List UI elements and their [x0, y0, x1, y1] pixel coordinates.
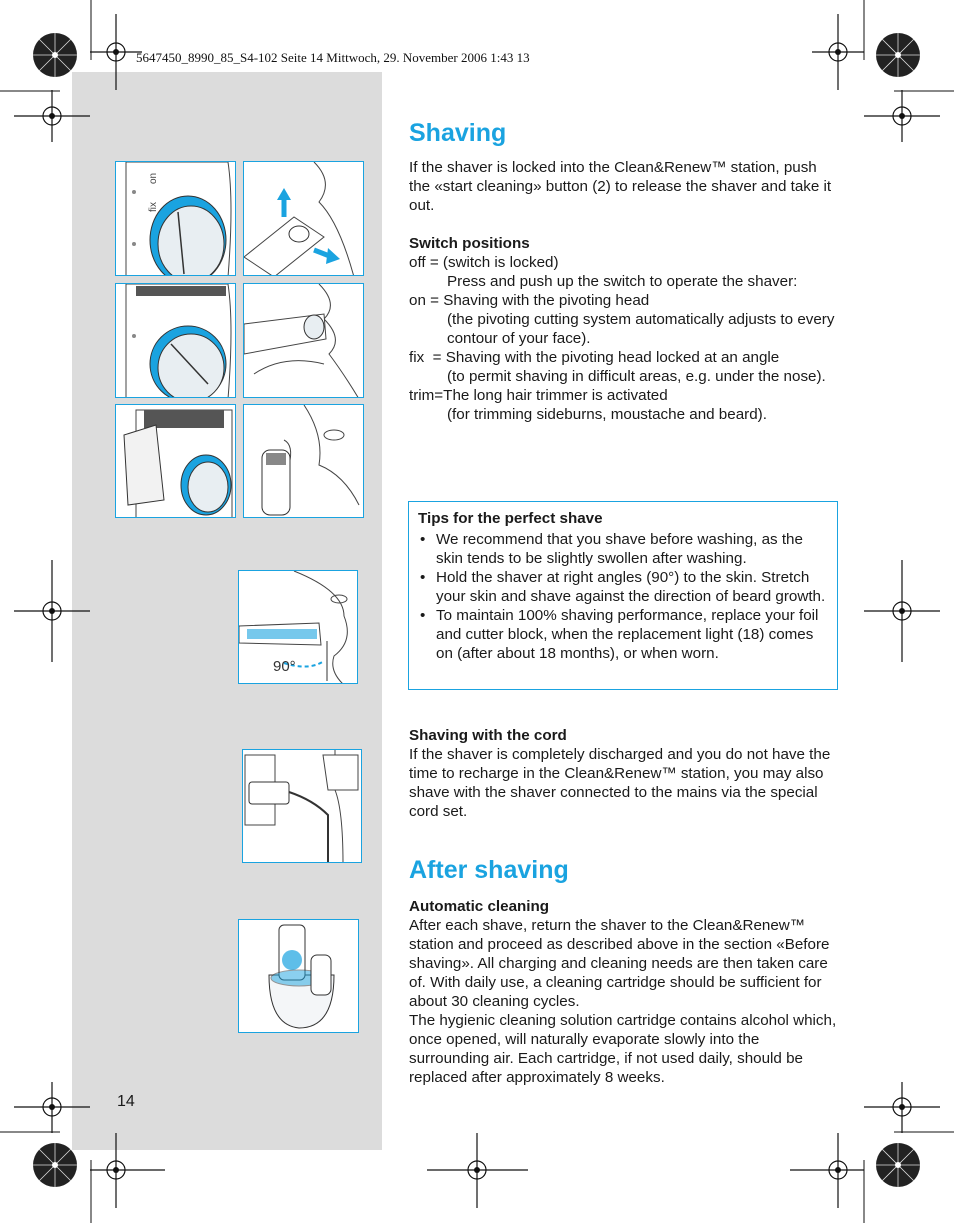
figure-release-shaver: [243, 161, 364, 276]
switch-label-fix: fix: [148, 202, 159, 212]
switch-on-detail: (the pivoting cutting system automatically adjusts to every contour of your face).: [447, 311, 835, 347]
list-item: • To maintain 100% shaving performance, replace your foil and cutter block, when the replacement light (18) comes on (after about 18 months), or when worn.: [418, 606, 828, 663]
after-text-2: The hygienic cleaning solution cartridge contains alcohol which, once opened, will naturally evaporate slowly into the surrounding air. Each cartridge, if not used daily, should be replaced after approximately 8 weeks.: [409, 1012, 837, 1086]
switch-fix-row: fix = Shaving with the pivoting head locked at an angle: [409, 349, 780, 366]
after-shaving-section: [409, 855, 841, 1087]
switch-fix-detail: (to permit shaving in difficult areas, e.g. under the nose).: [447, 368, 826, 385]
switch-on-row: on = Shaving with the pivoting head: [409, 292, 650, 309]
tips-list: [418, 530, 828, 663]
figure-right-angle: [238, 570, 358, 684]
switch-trim-detail: (for trimming sideburns, moustache and beard).: [447, 406, 767, 423]
cord-section: [409, 726, 841, 821]
list-item: • Hold the shaver at right angles (90°) to the skin. Stretch your skin and shave against the direction of beard growth.: [418, 568, 828, 606]
section-title-after-shaving: After shaving: [409, 856, 569, 884]
figure-cord: [242, 749, 362, 863]
section-title-shaving: Shaving: [409, 119, 507, 147]
switch-label-on: on: [148, 172, 159, 184]
figure-trim-sideburns: [243, 404, 364, 518]
page-number: 14: [117, 1093, 135, 1110]
list-item: • We recommend that you shave before washing, as the skin tends to be slightly swollen after washing.: [418, 530, 828, 568]
angle-label: 90°: [273, 658, 296, 675]
tips-box: [408, 501, 838, 690]
switch-off-row: off = (switch is locked): [409, 254, 559, 271]
automatic-cleaning-heading: Automatic cleaning: [409, 898, 550, 915]
after-text-1: After each shave, return the shaver to the Clean&Renew™ station and proceed as described above in the section «Before shaving». All charging and cleaning needs are then taken care of. With daily use, a cleaning cartridge should be sufficient for about 30 cleaning cycles.: [409, 917, 830, 1010]
cord-text: If the shaver is completely discharged and you do not have the time to recharge in the Clean&Renew™ station, you may also shave with the shaver connected to the mains via the special cord set.: [409, 746, 831, 820]
switch-positions-heading: Switch positions: [409, 235, 530, 252]
figure-shave-face: [243, 283, 364, 398]
shaving-intro: If the shaver is locked into the Clean&Renew™ station, push the «start cleaning» button (2) to release the shaver and take it out.: [409, 159, 832, 214]
switch-trim-row: trim= The long hair trimmer is activated: [409, 387, 668, 404]
figure-clean-renew-station: [238, 919, 359, 1033]
shaving-section: [409, 118, 841, 424]
figure-switch-fix: [115, 283, 236, 398]
figure-trimmer-switch: [115, 404, 236, 518]
figure-switch-on: [115, 161, 236, 276]
print-header: 5647450_8990_85_S4-102 Seite 14 Mittwoch, 29. November 2006 1:43 13: [136, 50, 530, 65]
cord-heading: Shaving with the cord: [409, 727, 567, 744]
switch-off-detail: Press and push up the switch to operate the shaver:: [447, 273, 798, 290]
tips-title: Tips for the perfect shave: [418, 510, 603, 527]
